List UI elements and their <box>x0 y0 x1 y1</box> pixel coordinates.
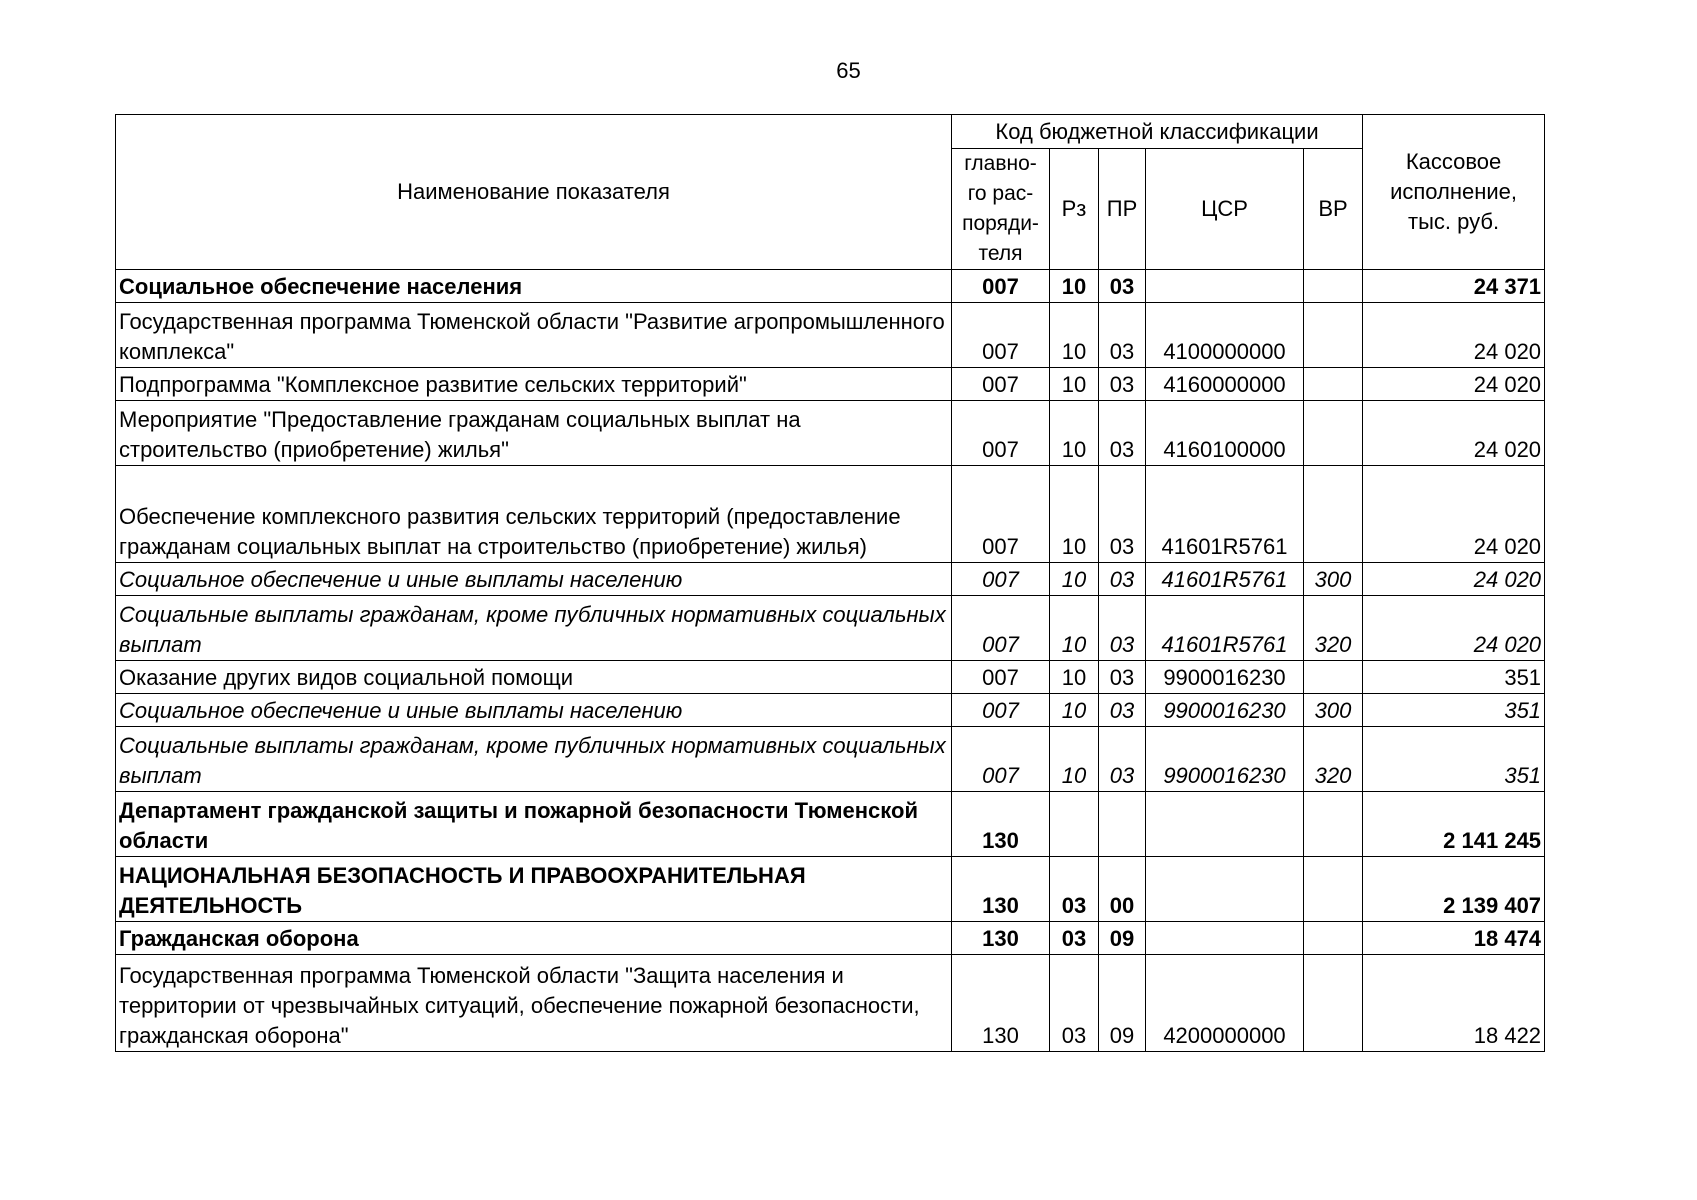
cell-main-admin: 007 <box>952 466 1050 563</box>
header-amount: Кассовое исполнение, тыс. руб. <box>1363 115 1545 270</box>
cell-csr: 9900016230 <box>1146 694 1304 727</box>
cell-name: Социальные выплаты гражданам, кроме публичных нормативных социальных выплат <box>116 727 952 792</box>
budget-table <box>115 114 1545 1052</box>
cell-main-admin: 007 <box>952 401 1050 466</box>
cell-main-admin: 130 <box>952 955 1050 1052</box>
cell-name: НАЦИОНАЛЬНАЯ БЕЗОПАСНОСТЬ И ПРАВООХРАНИТЕЛЬНАЯ ДЕЯТЕЛЬНОСТЬ <box>116 857 952 922</box>
cell-main-admin: 007 <box>952 596 1050 661</box>
cell-csr <box>1146 857 1304 922</box>
cell-name: Мероприятие "Предоставление гражданам социальных выплат на строительство (приобретение) жилья" <box>116 401 952 466</box>
cell-amount: 24 020 <box>1363 368 1545 401</box>
cell-name: Социальное обеспечение населения <box>116 270 952 303</box>
table-row <box>116 466 1545 563</box>
cell-name: Оказание других видов социальной помощи <box>116 661 952 694</box>
header-pr: ПР <box>1099 149 1146 270</box>
cell-amount: 24 020 <box>1363 303 1545 368</box>
cell-pr: 03 <box>1099 661 1146 694</box>
cell-csr <box>1146 792 1304 857</box>
cell-amount: 18 422 <box>1363 955 1545 1052</box>
table-row <box>116 955 1545 1052</box>
cell-main-admin: 007 <box>952 270 1050 303</box>
table-row <box>116 922 1545 955</box>
cell-pr: 09 <box>1099 955 1146 1052</box>
cell-vr <box>1304 857 1363 922</box>
cell-pr: 03 <box>1099 563 1146 596</box>
cell-name: Социальное обеспечение и иные выплаты населению <box>116 694 952 727</box>
cell-pr <box>1099 792 1146 857</box>
cell-amount: 18 474 <box>1363 922 1545 955</box>
table-row <box>116 661 1545 694</box>
cell-amount: 24 371 <box>1363 270 1545 303</box>
cell-amount: 351 <box>1363 661 1545 694</box>
cell-pr: 03 <box>1099 694 1146 727</box>
cell-pr: 03 <box>1099 466 1146 563</box>
cell-name: Гражданская оборона <box>116 922 952 955</box>
cell-csr: 9900016230 <box>1146 661 1304 694</box>
cell-pr: 09 <box>1099 922 1146 955</box>
cell-main-admin: 007 <box>952 694 1050 727</box>
cell-vr <box>1304 270 1363 303</box>
cell-rz: 10 <box>1050 466 1099 563</box>
cell-name: Подпрограмма "Комплексное развитие сельских территорий" <box>116 368 952 401</box>
cell-amount: 24 020 <box>1363 563 1545 596</box>
cell-vr <box>1304 922 1363 955</box>
cell-vr: 300 <box>1304 563 1363 596</box>
table-row <box>116 857 1545 922</box>
table-row <box>116 694 1545 727</box>
page-number: 65 <box>836 58 861 83</box>
cell-name: Социальные выплаты гражданам, кроме публичных нормативных социальных выплат <box>116 596 952 661</box>
cell-pr: 00 <box>1099 857 1146 922</box>
cell-amount: 2 139 407 <box>1363 857 1545 922</box>
cell-csr: 4160000000 <box>1146 368 1304 401</box>
table-row <box>116 563 1545 596</box>
cell-pr: 03 <box>1099 303 1146 368</box>
table-row <box>116 596 1545 661</box>
header-codes-group: Код бюджетной классификации <box>952 115 1363 149</box>
table-row <box>116 727 1545 792</box>
cell-rz: 10 <box>1050 368 1099 401</box>
cell-vr: 300 <box>1304 694 1363 727</box>
table-row <box>116 270 1545 303</box>
cell-amount: 24 020 <box>1363 401 1545 466</box>
cell-main-admin: 130 <box>952 922 1050 955</box>
cell-rz: 10 <box>1050 563 1099 596</box>
cell-rz: 03 <box>1050 857 1099 922</box>
table-header <box>116 115 1545 270</box>
cell-amount: 351 <box>1363 727 1545 792</box>
cell-rz: 03 <box>1050 955 1099 1052</box>
table-row <box>116 401 1545 466</box>
cell-amount: 24 020 <box>1363 596 1545 661</box>
cell-vr <box>1304 303 1363 368</box>
cell-rz: 10 <box>1050 303 1099 368</box>
table-row <box>116 368 1545 401</box>
cell-vr: 320 <box>1304 727 1363 792</box>
cell-name: Государственная программа Тюменской области "Защита населения и территории от чрезвычайных ситуаций, обеспечение пожарной безопасности, гражданская оборона" <box>116 955 952 1052</box>
cell-csr: 4160100000 <box>1146 401 1304 466</box>
cell-amount: 24 020 <box>1363 466 1545 563</box>
table-row <box>116 303 1545 368</box>
cell-name: Обеспечение комплексного развития сельских территорий (предоставление гражданам социальных выплат на строительство (приобретение) жилья) <box>116 466 952 563</box>
header-rz: Рз <box>1050 149 1099 270</box>
header-main-admin: главно-го рас-поряди-теля <box>952 149 1050 270</box>
cell-vr <box>1304 792 1363 857</box>
cell-amount: 2 141 245 <box>1363 792 1545 857</box>
cell-csr: 4100000000 <box>1146 303 1304 368</box>
cell-rz: 10 <box>1050 401 1099 466</box>
header-csr: ЦСР <box>1146 149 1304 270</box>
cell-csr: 41601R5761 <box>1146 563 1304 596</box>
cell-pr: 03 <box>1099 401 1146 466</box>
cell-vr <box>1304 368 1363 401</box>
cell-csr: 41601R5761 <box>1146 466 1304 563</box>
cell-pr: 03 <box>1099 368 1146 401</box>
cell-vr: 320 <box>1304 596 1363 661</box>
cell-rz: 10 <box>1050 270 1099 303</box>
cell-main-admin: 130 <box>952 792 1050 857</box>
cell-csr: 9900016230 <box>1146 727 1304 792</box>
cell-vr <box>1304 466 1363 563</box>
cell-main-admin: 007 <box>952 727 1050 792</box>
cell-csr: 41601R5761 <box>1146 596 1304 661</box>
cell-csr: 4200000000 <box>1146 955 1304 1052</box>
cell-pr: 03 <box>1099 727 1146 792</box>
cell-main-admin: 007 <box>952 368 1050 401</box>
cell-main-admin: 130 <box>952 857 1050 922</box>
cell-name: Социальное обеспечение и иные выплаты населению <box>116 563 952 596</box>
cell-csr <box>1146 270 1304 303</box>
cell-csr <box>1146 922 1304 955</box>
cell-main-admin: 007 <box>952 563 1050 596</box>
cell-name: Департамент гражданской защиты и пожарной безопасности Тюменской области <box>116 792 952 857</box>
cell-rz: 10 <box>1050 694 1099 727</box>
cell-rz: 10 <box>1050 727 1099 792</box>
cell-vr <box>1304 401 1363 466</box>
cell-rz <box>1050 792 1099 857</box>
table-body <box>116 270 1545 1052</box>
cell-rz: 03 <box>1050 922 1099 955</box>
cell-rz: 10 <box>1050 661 1099 694</box>
cell-main-admin: 007 <box>952 661 1050 694</box>
cell-vr <box>1304 955 1363 1052</box>
cell-vr <box>1304 661 1363 694</box>
header-vr: ВР <box>1304 149 1363 270</box>
cell-pr: 03 <box>1099 270 1146 303</box>
table-row <box>116 792 1545 857</box>
cell-amount: 351 <box>1363 694 1545 727</box>
cell-rz: 10 <box>1050 596 1099 661</box>
cell-name: Государственная программа Тюменской области "Развитие агропромышленного комплекса" <box>116 303 952 368</box>
cell-pr: 03 <box>1099 596 1146 661</box>
header-name: Наименование показателя <box>116 115 952 270</box>
cell-main-admin: 007 <box>952 303 1050 368</box>
